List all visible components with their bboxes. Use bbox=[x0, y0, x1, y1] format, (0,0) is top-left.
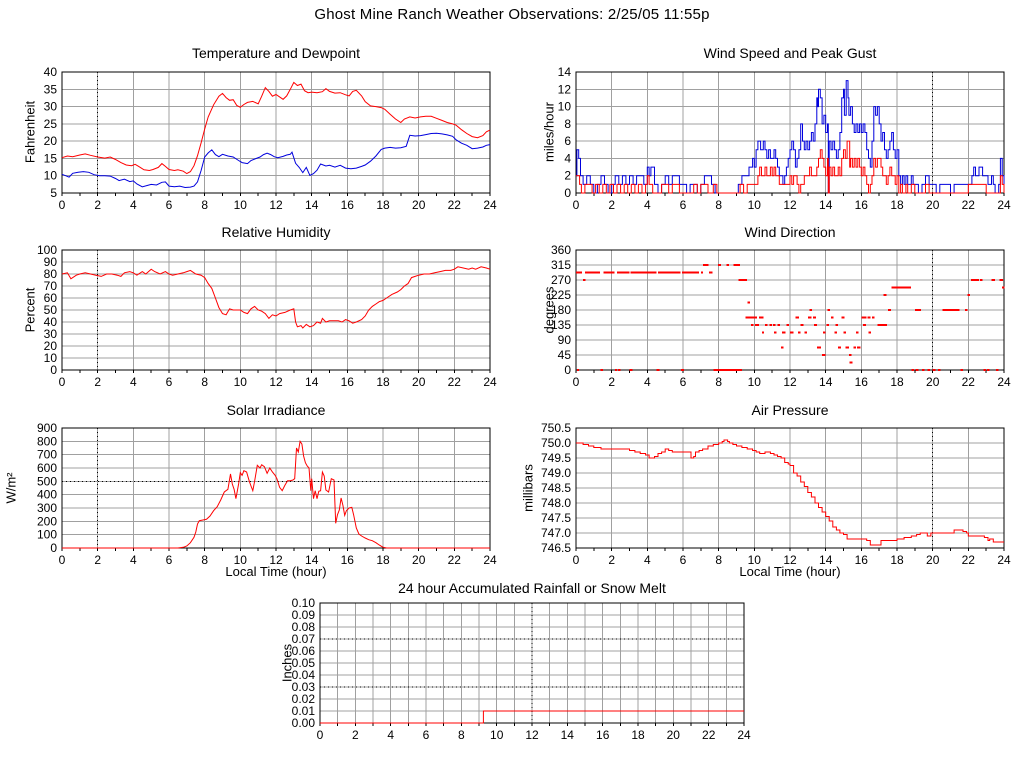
svg-text:0.02: 0.02 bbox=[291, 692, 315, 706]
chart-title-wind-speed: Wind Speed and Peak Gust bbox=[703, 45, 877, 61]
svg-text:6: 6 bbox=[165, 375, 173, 389]
svg-text:6: 6 bbox=[422, 728, 430, 742]
y-axis-label-degrees: degrees bbox=[541, 286, 557, 334]
svg-text:700: 700 bbox=[36, 447, 57, 462]
svg-text:24: 24 bbox=[997, 198, 1011, 212]
svg-text:20: 20 bbox=[666, 728, 680, 742]
svg-text:0: 0 bbox=[50, 363, 57, 377]
svg-text:100: 100 bbox=[36, 527, 57, 542]
chart-title-accumulated-rainfall: 24 hour Accumulated Rainfall or Snow Melt bbox=[398, 580, 666, 596]
svg-text:0.01: 0.01 bbox=[291, 704, 315, 718]
svg-text:750.0: 750.0 bbox=[540, 436, 571, 450]
svg-text:315: 315 bbox=[550, 258, 571, 272]
svg-text:2: 2 bbox=[94, 198, 102, 212]
svg-text:0.00: 0.00 bbox=[291, 716, 315, 730]
temperature-dewpoint-chart bbox=[0, 62, 512, 214]
svg-text:16: 16 bbox=[854, 375, 868, 389]
svg-text:16: 16 bbox=[854, 553, 868, 567]
svg-text:22: 22 bbox=[702, 728, 716, 742]
svg-text:24: 24 bbox=[737, 728, 751, 742]
svg-text:12: 12 bbox=[557, 82, 571, 97]
svg-text:4: 4 bbox=[643, 553, 651, 567]
svg-text:20: 20 bbox=[926, 198, 940, 212]
y-axis-label-miles-per-hour: miles/hour bbox=[541, 102, 557, 162]
svg-text:14: 14 bbox=[305, 553, 319, 567]
svg-text:16: 16 bbox=[340, 375, 354, 389]
svg-text:12: 12 bbox=[783, 375, 797, 389]
svg-text:135: 135 bbox=[550, 318, 571, 332]
svg-text:22: 22 bbox=[961, 375, 975, 389]
y-axis-label-percent: Percent bbox=[22, 287, 38, 333]
svg-text:24: 24 bbox=[997, 375, 1011, 389]
svg-text:2: 2 bbox=[94, 375, 102, 389]
y-axis-label-inches: Inches bbox=[279, 643, 295, 683]
svg-text:22: 22 bbox=[447, 375, 461, 389]
svg-text:0: 0 bbox=[50, 541, 57, 555]
svg-text:6: 6 bbox=[679, 375, 687, 389]
svg-text:10: 10 bbox=[557, 99, 571, 114]
svg-text:24: 24 bbox=[483, 553, 497, 567]
wind-direction-chart bbox=[514, 240, 1024, 392]
svg-text:20: 20 bbox=[412, 553, 426, 567]
chart-title-relative-humidity: Relative Humidity bbox=[221, 224, 331, 240]
svg-text:8: 8 bbox=[715, 553, 723, 567]
svg-text:16: 16 bbox=[340, 198, 354, 212]
svg-text:30: 30 bbox=[43, 99, 57, 114]
svg-text:2: 2 bbox=[608, 553, 616, 567]
svg-text:24: 24 bbox=[997, 553, 1011, 567]
svg-text:0: 0 bbox=[564, 363, 571, 377]
svg-text:12: 12 bbox=[783, 553, 797, 567]
solar-irradiance-chart bbox=[0, 418, 512, 570]
svg-text:500: 500 bbox=[36, 474, 57, 489]
svg-text:22: 22 bbox=[447, 553, 461, 567]
svg-text:748.5: 748.5 bbox=[540, 481, 571, 495]
svg-text:10: 10 bbox=[233, 553, 247, 567]
svg-text:8: 8 bbox=[201, 198, 209, 212]
svg-text:20: 20 bbox=[43, 339, 57, 353]
svg-text:60: 60 bbox=[43, 291, 57, 305]
svg-text:747.5: 747.5 bbox=[540, 511, 571, 525]
svg-text:18: 18 bbox=[890, 553, 904, 567]
svg-text:10: 10 bbox=[43, 168, 57, 183]
svg-text:600: 600 bbox=[36, 461, 57, 475]
svg-text:90: 90 bbox=[43, 255, 57, 269]
svg-text:8: 8 bbox=[457, 728, 465, 742]
svg-text:0: 0 bbox=[564, 186, 571, 200]
svg-text:6: 6 bbox=[679, 553, 687, 567]
svg-text:40: 40 bbox=[43, 315, 57, 329]
x-axis-label-local-time-left: Local Time (hour) bbox=[225, 564, 327, 579]
svg-text:800: 800 bbox=[36, 434, 57, 449]
svg-text:4: 4 bbox=[387, 728, 395, 742]
svg-text:10: 10 bbox=[490, 728, 504, 742]
svg-text:8: 8 bbox=[715, 375, 723, 389]
svg-text:10: 10 bbox=[747, 198, 761, 212]
svg-text:14: 14 bbox=[560, 728, 574, 742]
svg-text:10: 10 bbox=[233, 375, 247, 389]
svg-text:749.5: 749.5 bbox=[540, 451, 571, 465]
svg-text:20: 20 bbox=[412, 198, 426, 212]
chart-title-wind-direction: Wind Direction bbox=[744, 224, 836, 240]
svg-text:16: 16 bbox=[596, 728, 610, 742]
svg-text:750.5: 750.5 bbox=[540, 421, 571, 435]
svg-text:748.0: 748.0 bbox=[540, 496, 571, 510]
svg-text:90: 90 bbox=[557, 333, 571, 347]
svg-text:4: 4 bbox=[643, 375, 651, 389]
svg-text:22: 22 bbox=[447, 198, 461, 212]
svg-text:12: 12 bbox=[269, 553, 283, 567]
y-axis-label-fahrenheit: Fahrenheit bbox=[22, 100, 38, 164]
svg-text:18: 18 bbox=[890, 198, 904, 212]
svg-text:0: 0 bbox=[58, 375, 66, 389]
svg-text:746.5: 746.5 bbox=[540, 541, 571, 555]
chart-title-air-pressure: Air Pressure bbox=[751, 402, 829, 418]
svg-text:50: 50 bbox=[43, 303, 57, 317]
svg-text:14: 14 bbox=[819, 198, 833, 212]
svg-text:40: 40 bbox=[43, 65, 57, 79]
svg-text:0.03: 0.03 bbox=[291, 680, 315, 694]
svg-text:4: 4 bbox=[564, 151, 571, 166]
svg-text:14: 14 bbox=[305, 375, 319, 389]
svg-text:6: 6 bbox=[564, 134, 571, 149]
svg-text:8: 8 bbox=[201, 375, 209, 389]
svg-text:20: 20 bbox=[926, 375, 940, 389]
svg-text:24: 24 bbox=[483, 375, 497, 389]
svg-text:749.0: 749.0 bbox=[540, 466, 571, 480]
svg-text:4: 4 bbox=[129, 375, 137, 389]
svg-text:0: 0 bbox=[572, 553, 580, 567]
svg-text:18: 18 bbox=[376, 375, 390, 389]
svg-text:2: 2 bbox=[94, 553, 102, 567]
svg-text:225: 225 bbox=[550, 288, 571, 302]
svg-text:12: 12 bbox=[269, 198, 283, 212]
svg-text:20: 20 bbox=[412, 375, 426, 389]
svg-text:0: 0 bbox=[316, 728, 324, 742]
svg-text:360: 360 bbox=[550, 243, 571, 257]
svg-text:35: 35 bbox=[43, 82, 57, 97]
svg-text:30: 30 bbox=[43, 327, 57, 341]
svg-text:5: 5 bbox=[50, 186, 57, 200]
relative-humidity-chart bbox=[0, 240, 512, 392]
air-pressure-chart bbox=[514, 418, 1024, 570]
svg-text:16: 16 bbox=[340, 553, 354, 567]
svg-text:16: 16 bbox=[854, 198, 868, 212]
svg-text:4: 4 bbox=[129, 553, 137, 567]
svg-text:18: 18 bbox=[631, 728, 645, 742]
svg-text:14: 14 bbox=[557, 65, 571, 79]
svg-text:2: 2 bbox=[351, 728, 359, 742]
svg-text:14: 14 bbox=[819, 553, 833, 567]
svg-text:10: 10 bbox=[747, 375, 761, 389]
svg-text:18: 18 bbox=[376, 198, 390, 212]
svg-text:2: 2 bbox=[564, 168, 571, 183]
svg-text:6: 6 bbox=[679, 198, 687, 212]
svg-text:14: 14 bbox=[819, 375, 833, 389]
svg-text:6: 6 bbox=[165, 198, 173, 212]
svg-text:400: 400 bbox=[36, 487, 57, 502]
svg-text:6: 6 bbox=[165, 553, 173, 567]
svg-text:900: 900 bbox=[36, 421, 57, 435]
svg-text:12: 12 bbox=[783, 198, 797, 212]
x-axis-label-local-time-right: Local Time (hour) bbox=[739, 564, 841, 579]
svg-text:100: 100 bbox=[36, 243, 57, 257]
svg-text:0: 0 bbox=[58, 553, 66, 567]
svg-text:80: 80 bbox=[43, 267, 57, 281]
svg-text:18: 18 bbox=[890, 375, 904, 389]
svg-text:0.10: 0.10 bbox=[291, 596, 315, 610]
accumulated-rainfall-chart bbox=[258, 593, 768, 745]
svg-text:0: 0 bbox=[572, 198, 580, 212]
svg-text:747.0: 747.0 bbox=[540, 526, 571, 540]
wind-speed-chart bbox=[514, 62, 1024, 214]
svg-text:200: 200 bbox=[36, 514, 57, 529]
svg-text:20: 20 bbox=[43, 134, 57, 149]
svg-text:8: 8 bbox=[715, 198, 723, 212]
svg-text:18: 18 bbox=[376, 553, 390, 567]
svg-text:12: 12 bbox=[269, 375, 283, 389]
svg-text:0.09: 0.09 bbox=[291, 608, 315, 622]
svg-text:270: 270 bbox=[550, 273, 571, 287]
chart-title-solar-irradiance: Solar Irradiance bbox=[226, 402, 326, 418]
svg-text:0: 0 bbox=[572, 375, 580, 389]
svg-text:12: 12 bbox=[525, 728, 539, 742]
svg-text:4: 4 bbox=[643, 198, 651, 212]
svg-text:20: 20 bbox=[926, 553, 940, 567]
svg-text:2: 2 bbox=[608, 198, 616, 212]
svg-text:24: 24 bbox=[483, 198, 497, 212]
y-axis-label-millibars: millibars bbox=[520, 464, 536, 512]
svg-text:2: 2 bbox=[608, 375, 616, 389]
svg-text:22: 22 bbox=[961, 553, 975, 567]
page-title: Ghost Mine Ranch Weather Observations: 2/25/05 11:55p bbox=[314, 6, 710, 23]
svg-text:10: 10 bbox=[233, 198, 247, 212]
svg-text:10: 10 bbox=[43, 351, 57, 365]
svg-text:4: 4 bbox=[129, 198, 137, 212]
svg-text:15: 15 bbox=[43, 151, 57, 166]
svg-text:0.07: 0.07 bbox=[291, 632, 315, 646]
svg-text:70: 70 bbox=[43, 279, 57, 293]
svg-text:45: 45 bbox=[557, 348, 571, 362]
svg-text:0.04: 0.04 bbox=[291, 668, 315, 682]
svg-text:180: 180 bbox=[550, 303, 571, 317]
svg-text:300: 300 bbox=[36, 501, 57, 515]
svg-text:14: 14 bbox=[305, 198, 319, 212]
svg-text:0: 0 bbox=[58, 198, 66, 212]
svg-text:0.06: 0.06 bbox=[291, 644, 315, 658]
y-axis-label-watts-per-m2: W/m² bbox=[3, 472, 19, 504]
chart-title-temperature-dewpoint: Temperature and Dewpoint bbox=[191, 45, 361, 61]
svg-text:8: 8 bbox=[564, 116, 571, 131]
svg-text:25: 25 bbox=[43, 116, 57, 131]
svg-text:0.08: 0.08 bbox=[291, 620, 315, 634]
svg-text:0.05: 0.05 bbox=[291, 656, 315, 670]
svg-text:22: 22 bbox=[961, 198, 975, 212]
svg-text:10: 10 bbox=[747, 553, 761, 567]
svg-text:8: 8 bbox=[201, 553, 209, 567]
